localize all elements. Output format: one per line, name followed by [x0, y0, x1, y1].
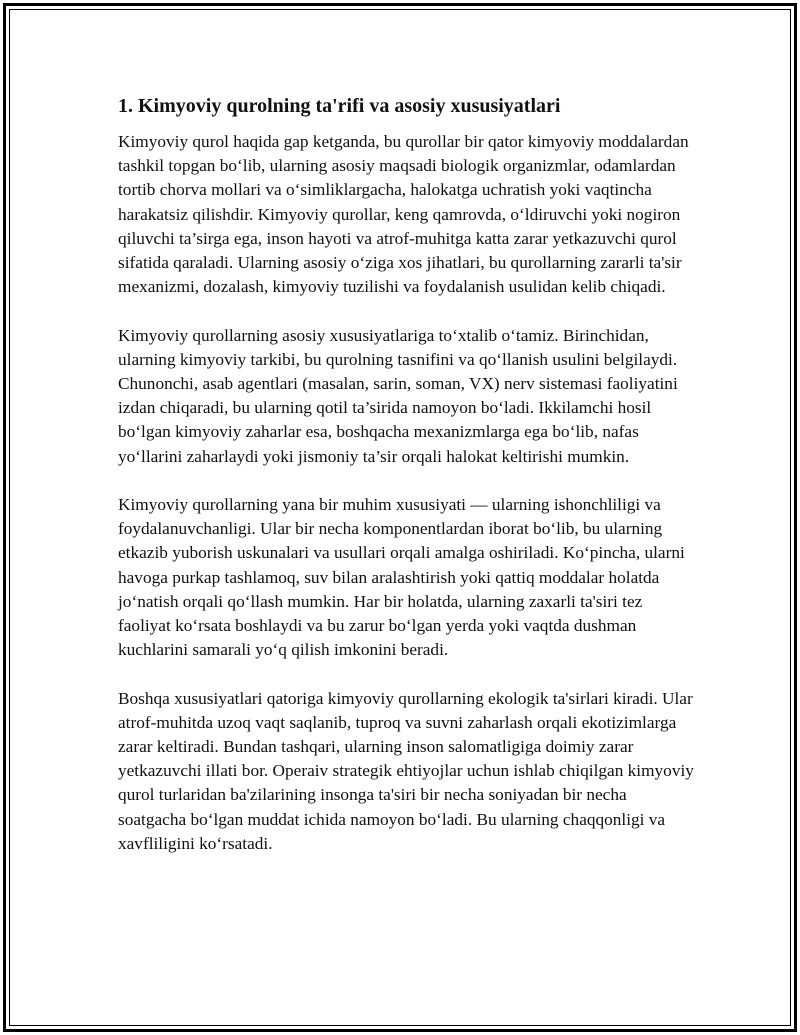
paragraph-2: Kimyoviy qurollarning asosiy xususiyatlariga to‘xtalib o‘tamiz. Birinchidan, ularning kimyoviy tarkibi, bu qurolning tasnifini va qo‘llanish usulini belgilaydi. Chunonchi, asab agentlari (masalan, sarin, soman, VX) nerv sistemasi faoliyatini izdan chiqaradi, bu ularning qotil ta’sirida namoyon bo‘ladi. Ikkilamchi hosil bo‘lgan kimyoviy zaharlar esa, boshqacha mexanizmlarga ega bo‘lib, nafas yo‘llarini zaharlaydi yoki jismoniy ta’sir orqali halokat keltirishi mumkin. — [118, 325, 678, 466]
document-body — [118, 92, 698, 880]
section-title: 1. Kimyoviy qurolning ta'rifi va asosiy xususiyatlari — [118, 95, 561, 117]
paragraph-1: Kimyoviy qurol haqida gap ketganda, bu qurollar bir qator kimyoviy moddalardan tashkil topgan bo‘lib, ularning asosiy maqsadi biologik organizmlar, odamlardan tortib chorva mollari va o‘simliklargacha, halokatga uchratish yoki vaqtincha harakatsiz qilishdir. Kimyoviy qurollar, keng qamrovda, o‘ldiruvchi yoki nogiron qiluvchi ta’sirga ega, inson hayoti va atrof-muhitga katta zarar yetkazuvchi qurol sifatida qaraladi. Ularning asosiy o‘ziga xos jihatlari, bu qurollarning zararli ta'sir mexanizmi, dozalash, kimyoviy tuzilishi va foydalanish usulidan kelib chiqadi. — [118, 132, 689, 297]
paragraph-4: Boshqa xususiyatlari qatoriga kimyoviy qurollarning ekologik ta'sirlari kiradi. Ular atrof-muhitda uzoq vaqt saqlanib, tuproq va suvni zaharlash orqali ekotizimlarga zarar keltiradi. Bundan tashqari, ularning inson salomatligiga doimiy zarar yetkazuvchi illati bor. Operaiv strategik ehtiyojlar uchun ishlab chiqilgan kimyoviy qurol turlaridan ba'zilarining insonga ta'siri bir necha soniyadan bir necha soatgacha bo‘lgan muddat ichida namoyon bo‘ladi. Bu ularning chaqqonligi va xavfliligini ko‘rsatadi. — [118, 688, 694, 853]
paragraph-3: Kimyoviy qurollarning yana bir muhim xususiyati — ularning ishonchliligi va foydalanuvchanligi. Ular bir necha komponentlardan iborat bo‘lib, bu ularning etkazib yuborish uskunalari va usullari orqali amalga oshiriladi. Ko‘pincha, ularni havoga purkap tashlamoq, suv bilan aralashtirish yoki qattiq moddalar holatda jo‘natish orqali qo‘llash mumkin. Har bir holatda, ularning zaxarli ta'siri tez faoliyat ko‘rsata boshlaydi va bu zarur bo‘lgan yerda yoki vaqtda dushman kuchlarini samarali yo‘q qilish imkonini beradi. — [118, 495, 685, 660]
